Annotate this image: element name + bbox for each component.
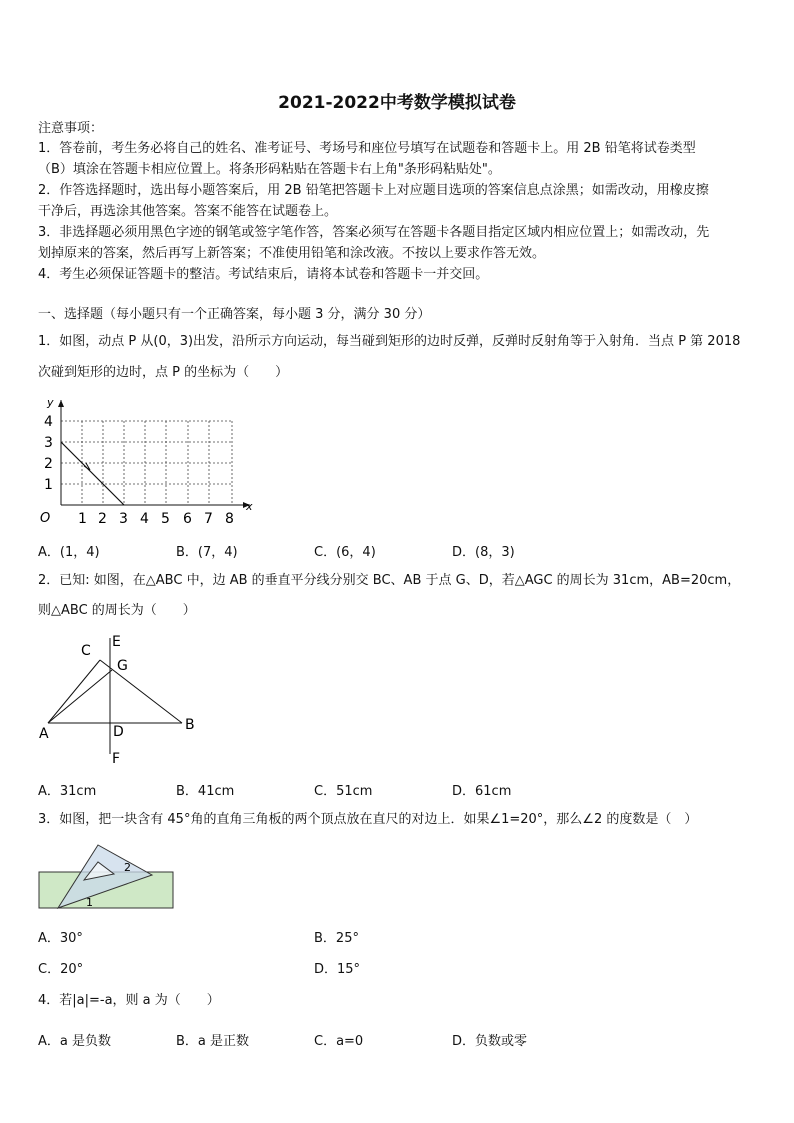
- q2-option-b: B．41cm: [176, 784, 235, 799]
- question-1-text-2: 次碰到矩形的边时，点 P 的坐标为（ ）: [38, 365, 289, 380]
- point-f-label: F: [112, 751, 121, 767]
- question-3-text: 3．如图，把一块含有 45°角的直角三角板的两个顶点放在直尺的对边上．如果∠1=20°，那么∠2 的度数是（ ）: [38, 812, 698, 827]
- notice-line: 2．作答选择题时，选出每小题答案后，用 2B 铅笔把答题卡上对应题目选项的答案信息点涂黑；如需改动，用橡皮擦: [38, 183, 709, 198]
- x-tick-label: 8: [225, 511, 234, 527]
- q4-option-c: C．a=0: [314, 1034, 364, 1049]
- point-g-label: G: [117, 658, 128, 674]
- origin-label: O: [40, 511, 51, 526]
- notice-line: 1．答卷前，考生务必将自己的姓名、准考证号、考场号和座位号填写在试题卷和答题卡上。用 2B 铅笔将试卷类型: [38, 141, 696, 156]
- q1-option-b: B．(7，4): [176, 545, 238, 560]
- angle-1-label: 1: [86, 896, 93, 909]
- point-e-label: E: [112, 634, 121, 650]
- point-a-label: A: [39, 726, 49, 742]
- x-tick-label: 4: [140, 511, 149, 527]
- y-tick-label: 1: [44, 477, 53, 493]
- q2-option-c: C．51cm: [314, 784, 373, 799]
- q3-option-b: B．25°: [314, 931, 359, 946]
- q4-option-a: A．a 是负数: [38, 1034, 111, 1049]
- q1-coordinate-figure: [34, 392, 264, 528]
- q3-ruler-triangle-figure: [34, 840, 184, 915]
- section-heading: 一、选择题（每小题只有一个正确答案，每小题 3 分，满分 30 分）: [38, 307, 431, 322]
- q2-option-a: A．31cm: [38, 784, 97, 799]
- x-tick-label: 7: [204, 511, 213, 527]
- q1-option-c: C．(6，4): [314, 545, 376, 560]
- page-title: 2021-2022中考数学模拟试卷: [278, 93, 516, 113]
- question-1-text: 1．如图，动点 P 从(0，3)出发，沿所示方向运动，每当碰到矩形的边时反弹，反弹时反射角等于入射角．当点 P 第 2018: [38, 334, 741, 349]
- notice-line: 干净后，再选涂其他答案。答案不能答在试题卷上。: [38, 204, 338, 219]
- notice-line: （B）填涂在答题卡相应位置上。将条形码粘贴在答题卡右上角"条形码粘贴处"。: [38, 162, 501, 177]
- notice-line: 3．非选择题必须用黑色字迹的钢笔或签字笔作答，答案必须写在答题卡各题目指定区域内相应位置上；如需改动，先: [38, 225, 710, 240]
- q1-option-d: D．(8，3): [452, 545, 515, 560]
- q1-option-a: A．(1，4): [38, 545, 100, 560]
- q3-option-a: A．30°: [38, 931, 83, 946]
- q4-option-b: B．a 是正数: [176, 1034, 250, 1049]
- x-axis-label: x: [246, 500, 253, 513]
- question-4-text: 4．若|a|=-a，则 a 为（ ）: [38, 993, 220, 1008]
- notice-line: 4．考生必须保证答题卡的整洁。考试结束后，请将本试卷和答题卡一并交回。: [38, 267, 489, 282]
- x-tick-label: 6: [183, 511, 192, 527]
- notice-heading: 注意事项：: [38, 121, 104, 136]
- q3-option-c: C．20°: [38, 962, 84, 977]
- angle-2-label: 2: [124, 861, 131, 874]
- point-b-label: B: [185, 717, 195, 733]
- point-c-label: C: [81, 643, 91, 659]
- q4-option-d: D．负数或零: [452, 1034, 528, 1049]
- y-tick-label: 3: [44, 435, 53, 451]
- point-d-label: D: [113, 724, 124, 740]
- question-2-text: 2．已知: 如图，在△ABC 中，边 AB 的垂直平分线分别交 BC、AB 于点 G、D，若△AGC 的周长为 31cm，AB=20cm，: [38, 573, 741, 588]
- x-tick-label: 2: [98, 511, 107, 527]
- x-tick-label: 1: [78, 511, 87, 527]
- x-tick-label: 3: [119, 511, 128, 527]
- notice-line: 划掉原来的答案，然后再写上新答案；不准使用铅笔和涂改液。不按以上要求作答无效。: [38, 246, 546, 261]
- q3-option-d: D．15°: [314, 962, 361, 977]
- y-tick-label: 4: [44, 414, 53, 430]
- q2-option-d: D．61cm: [452, 784, 512, 799]
- question-2-text-2: 则△ABC 的周长为（ ）: [38, 603, 196, 618]
- x-tick-label: 5: [161, 511, 170, 527]
- y-axis-label: y: [47, 396, 54, 409]
- q2-triangle-figure: [34, 630, 204, 770]
- y-tick-label: 2: [44, 456, 53, 472]
